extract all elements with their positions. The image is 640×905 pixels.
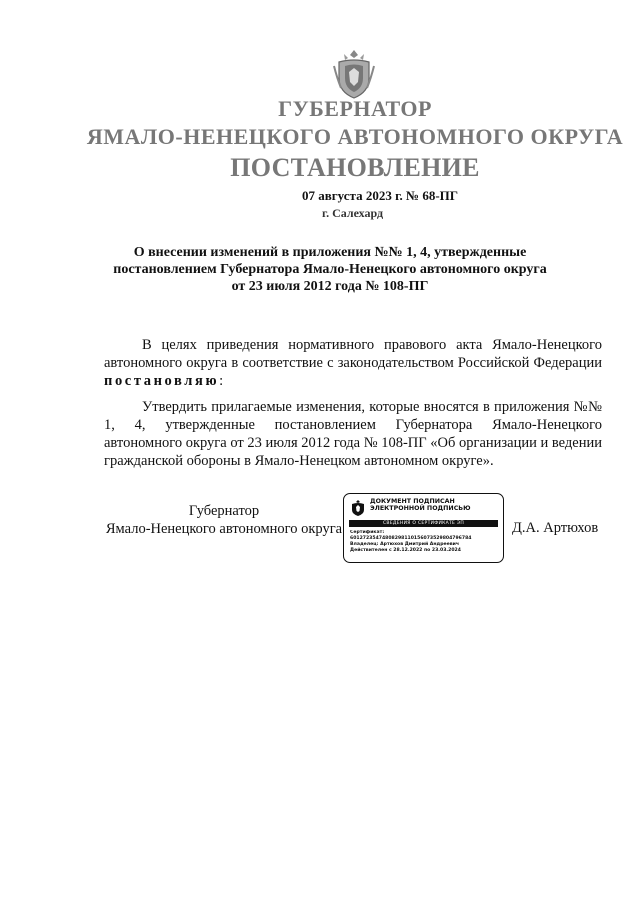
signatory-title-line-1: Губернатор — [188, 503, 260, 519]
signatory-title-line-2: Ямало-Ненецкого автономного округа — [105, 521, 343, 537]
document-subject — [100, 244, 560, 295]
signatory-title — [104, 502, 344, 538]
subject-line-3: от 23 июля 2012 года № 108-ПГ — [231, 279, 429, 294]
preamble-paragraph — [104, 336, 602, 390]
resolve-colon: : — [219, 373, 224, 389]
issuer-line-2: ЯМАЛО-НЕНЕЦКОГО АВТОНОМНОГО ОКРУГА — [86, 124, 624, 149]
stamp-heading-line-1: ДОКУМЕНТ ПОДПИСАН — [370, 498, 455, 505]
resolve-word: постановляю — [104, 373, 220, 389]
signatory-name: Д.А. Артюхов — [512, 520, 599, 536]
operative-paragraph: Утвердить прилагаемые изменения, которые вносятся в приложения №№ 1, 4, утвержденные постановлением Губернатора Ямало-Ненецкого автономного округа от 23 июля 2012 года № 108-ПГ «Об организации и ведении гражданской обороны в Ямало-Ненецком автономном округе». — [104, 399, 602, 469]
stamp-cert-label: Сертификат: — [350, 530, 385, 535]
stamp-heading — [370, 498, 471, 512]
date-number: 07 августа 2023 г. № 68-ПГ — [302, 188, 459, 203]
stamp-emblem-icon — [350, 499, 366, 517]
stamp-cert-info — [350, 530, 499, 554]
subject-line-2: постановлением Губернатора Ямало-Ненецкого автономного округа — [113, 262, 547, 277]
issuer-heading — [0, 96, 640, 150]
stamp-cert-bar: СВЕДЕНИЯ О СЕРТИФИКАТЕ ЭП — [349, 520, 498, 527]
document-type-title: ПОСТАНОВЛЕНИЕ — [230, 153, 480, 182]
city: г. Салехард — [322, 206, 384, 220]
coat-of-arms-icon — [331, 48, 377, 100]
subject-line-1: О внесении изменений в приложения №№ 1, 4, утвержденные — [133, 245, 527, 260]
stamp-owner: Владелец: Артюхов Дмитрий Андреевич — [350, 542, 460, 547]
stamp-validity: Действителен с 28.12.2022 по 23.03.2024 — [350, 548, 461, 553]
electronic-signature-stamp — [343, 493, 504, 563]
issuer-line-1: ГУБЕРНАТОР — [278, 96, 432, 121]
preamble-text: В целях приведения нормативного правового акта Ямало-Ненецкого автономного округа в соответствие с законодательством Российской Федерации — [104, 337, 602, 371]
stamp-heading-line-2: ЭЛЕКТРОННОЙ ПОДПИСЬЮ — [370, 505, 471, 512]
stamp-cert-value: 60127235474808298110156073529804796784 — [350, 536, 472, 541]
